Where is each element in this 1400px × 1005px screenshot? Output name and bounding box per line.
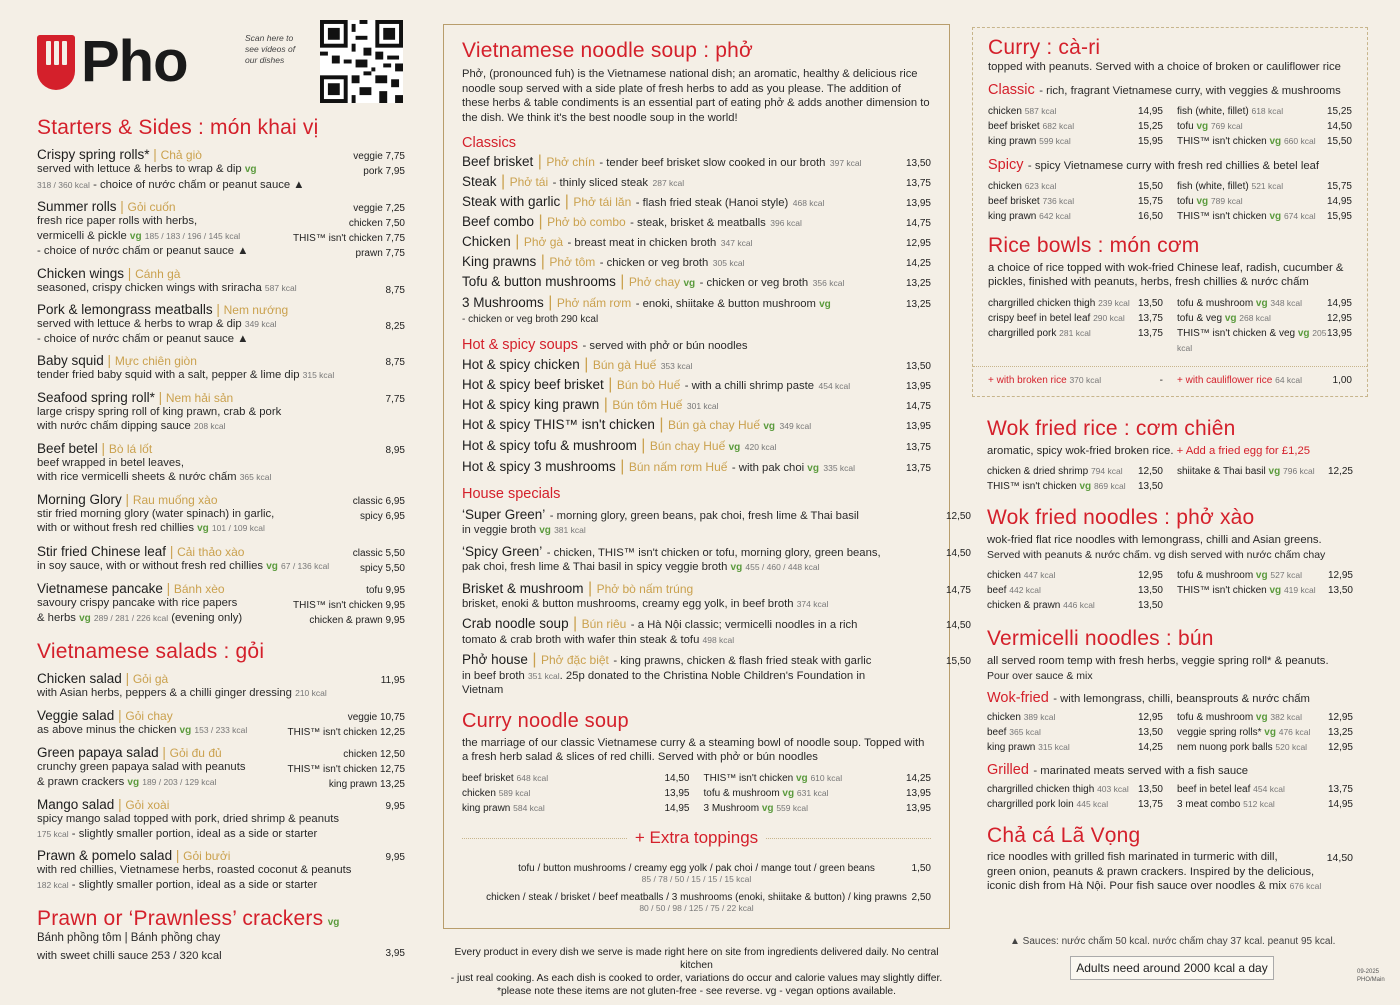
item-name: Veggie salad | Gỏi chay bbox=[37, 707, 173, 723]
starter-item bbox=[37, 199, 405, 259]
classics-list bbox=[462, 154, 931, 313]
footer-line-1: Every product in every dish we serve is made right here on site from ingredients delivered daily. No central kitchen bbox=[454, 947, 939, 971]
house-item: Phở house | Phở đặc biệt - king prawns, chicken & flash fried steak with garlic in beef broth 351 kcal. 25p donated to the Christina Noble Children's Foundation in Vietnam 15,50 bbox=[462, 651, 971, 696]
broken-rice-kcal: 370 kcal bbox=[1069, 374, 1102, 385]
classics-note: - chicken or veg broth 290 kcal bbox=[462, 313, 599, 325]
classic-soup-item: King prawns | Phở tôm - chicken or veg broth 305 kcal 14,25 bbox=[462, 253, 931, 270]
item-desc: crunchy green papaya salad with peanuts bbox=[37, 761, 246, 773]
menu-option: chicken & prawn 446 kcal 13,50 bbox=[987, 600, 1163, 611]
rice-grid bbox=[988, 296, 1352, 356]
curry-soup-grid bbox=[462, 771, 931, 816]
menu-option: beef 365 kcal 13,50 bbox=[987, 727, 1163, 738]
item-name: Summer rolls | Gỏi cuốn bbox=[37, 199, 176, 214]
item-desc: with red chillies, Vietnamese herbs, roasted coconut & peanuts bbox=[37, 864, 352, 876]
item-name: Pork & lemongrass meatballs | Nem nướng bbox=[37, 302, 289, 317]
wokrice-grid bbox=[987, 464, 1353, 494]
menu-option: THIS™ isn't chicken vg 660 kcal 15,50 bbox=[1177, 135, 1352, 147]
menu-option: tofu & mushroom vg 348 kcal 14,95 bbox=[1177, 297, 1352, 309]
woknoodles-title: Wok fried noodles : phở xào bbox=[987, 506, 1255, 529]
curry-soup-option: beef brisket 648 kcal 14,50 bbox=[462, 772, 690, 784]
item-prices: veggie 10,75 THIS™ isn't chicken 12,25 bbox=[287, 711, 405, 738]
menu-option: tofu & veg vg 268 kcal 12,95 bbox=[1177, 312, 1352, 324]
item-desc: 182 kcal - slightly smaller portion, ideal as a side or starter bbox=[37, 878, 318, 891]
item-prices: classic 6,95 spicy 6,95 bbox=[352, 495, 405, 522]
woknoodles-intro2: Served with peanuts & nước chấm. vg dish served with nước chấm chay bbox=[987, 548, 1326, 561]
vermicelli-intro2: Pour over sauce & mix bbox=[987, 669, 1093, 682]
item-desc: vermicelli & pickle vg 185 / 183 / 196 / 145 kcal bbox=[37, 229, 241, 242]
starter-item bbox=[37, 441, 405, 485]
right-column bbox=[972, 27, 1368, 894]
curry-classic-grid bbox=[988, 104, 1352, 149]
salad-item bbox=[37, 797, 405, 841]
topping-kcal-1: 85 / 78 / 50 / 15 / 15 / 15 kcal bbox=[641, 873, 752, 884]
sauces-note: ▲ Sauces: nước chấm 50 kcal. nước chấm chay 37 kcal. peanut 95 kcal. bbox=[1010, 936, 1336, 947]
chaca-item bbox=[987, 850, 1353, 894]
item-desc: with rice vermicelli sheets & nước chấm 365 kcal bbox=[37, 471, 272, 483]
rice-options bbox=[973, 366, 1367, 388]
classic-soup-item: Tofu & button mushrooms | Phở chay vg - chicken or veg broth 356 kcal 13,25 bbox=[462, 273, 931, 290]
item-desc: 318 / 360 kcal - choice of nước chấm or peanut sauce ▲ bbox=[37, 178, 305, 191]
chaca-title: Chả cá Lã Vọng bbox=[987, 824, 1141, 847]
footer-line-2: - just real cooking. As each dish is cooked to order, variations do occur and calorie values may slightly differ. bbox=[450, 973, 943, 984]
woknoodles-grid bbox=[987, 568, 1353, 613]
classic-soup-item: Chicken | Phở gà - breast meat in chicken broth 347 kcal 12,95 bbox=[462, 233, 931, 250]
item-prices: 9,95 bbox=[385, 801, 405, 812]
item-desc: large crispy spring roll of king prawn, crab & pork bbox=[37, 405, 282, 418]
toppings-title: + Extra toppings bbox=[627, 828, 766, 847]
wokrice-egg: + Add a fried egg for £1,25 bbox=[1176, 444, 1311, 457]
menu-option bbox=[1177, 479, 1353, 494]
rice-title: Rice bowls : món cơm bbox=[988, 233, 1200, 257]
starter-item bbox=[37, 492, 405, 537]
item-desc: beef wrapped in betel leaves, bbox=[37, 456, 184, 469]
menu-option: chicken 389 kcal 12,95 bbox=[987, 712, 1163, 723]
cauli-rice-kcal: 64 kcal bbox=[1275, 374, 1303, 385]
menu-option: fish (white, fillet) 521 kcal 15,75 bbox=[1177, 180, 1352, 192]
classic-soup-item: Beef combo | Phở bò combo - steak, brisket & meatballs 396 kcal 14,75 bbox=[462, 213, 931, 230]
hot-soup-item: Hot & spicy king prawn | Bún tôm Huế 301 kcal 14,75 bbox=[462, 396, 931, 413]
menu-option: chicken & dried shrimp 794 kcal 12,50 bbox=[987, 466, 1163, 477]
starter-item bbox=[37, 390, 405, 434]
item-desc: with or without fresh red chillies vg 101 / 109 kcal bbox=[37, 522, 265, 534]
qr-code-icon[interactable] bbox=[320, 20, 403, 103]
hot-title: Hot & spicy soups bbox=[462, 337, 579, 353]
menu-option: beef in betel leaf 454 kcal 13,75 bbox=[1177, 784, 1353, 795]
hot-list bbox=[462, 357, 931, 477]
item-prices: 11,95 bbox=[380, 675, 405, 686]
item-desc: - choice of nước chấm or peanut sauce ▲ bbox=[37, 245, 249, 257]
item-name: Chicken wings | Cánh gà bbox=[37, 265, 181, 281]
item-desc: served with lettuce & herbs to wrap & dip vg bbox=[37, 163, 257, 175]
starter-item bbox=[37, 302, 405, 346]
curry-soup-intro: the marriage of our classic Vietnamese curry & a steaming bowl of noodle soup. Topped with a fresh herb salad & slices of red chilli. Served with phở or bún noodles bbox=[462, 736, 925, 763]
classic-soup-item: 3 Mushrooms | Phở nấm rơm - enoki, shiitake & button mushroom vg 13,25 bbox=[462, 294, 931, 311]
item-name: Seafood spring roll* | Nem hải sản bbox=[37, 389, 234, 405]
starter-item bbox=[37, 353, 405, 383]
menu-option: nem nuong pork balls 520 kcal 12,95 bbox=[1177, 742, 1353, 753]
item-name: Stir fried Chinese leaf | Cải thảo xào bbox=[37, 543, 245, 559]
menu-option: fish (white, fillet) 618 kcal 15,25 bbox=[1177, 105, 1352, 117]
hot-soup-item: Hot & spicy chicken | Bún gà Huế 353 kcal 13,50 bbox=[462, 356, 931, 373]
item-name: Crispy spring rolls* | Chả giò bbox=[37, 147, 202, 162]
item-desc: & herbs vg 289 / 281 / 226 kcal (evening only) bbox=[37, 611, 243, 624]
curry-rice-box bbox=[972, 27, 1368, 397]
starters-list bbox=[37, 147, 405, 626]
item-desc: & prawn crackers vg 189 / 203 / 129 kcal bbox=[37, 775, 217, 788]
cauli-rice-label: + with cauliflower rice bbox=[1177, 374, 1273, 386]
scan-note: Scan here to see videos of our dishes bbox=[245, 33, 296, 65]
item-desc: with nước chấm dipping sauce 208 kcal bbox=[37, 420, 226, 432]
item-desc: served with lettuce & herbs to wrap & dip 349 kcal bbox=[37, 318, 277, 330]
item-prices: 8,75 bbox=[385, 284, 405, 296]
curry-spicy-sub: - spicy Vietnamese curry with fresh red chillies & betel leaf bbox=[1027, 159, 1320, 172]
item-desc: tender fried baby squid with a salt, pepper & lime dip 315 kcal bbox=[37, 369, 335, 381]
salad-item bbox=[37, 848, 405, 892]
item-prices: classic 5,50 spicy 5,50 bbox=[352, 547, 405, 574]
footer-line-3: *please note these items are not gluten-free - see reverse. vg - vegan options available. bbox=[497, 986, 896, 997]
menu-option: chargrilled pork 281 kcal 13,75 bbox=[988, 327, 1163, 339]
middle-column bbox=[443, 24, 971, 929]
curry-soup-option: 3 Mushroom vg 559 kcal 13,95 bbox=[703, 802, 931, 814]
curry-spicy-grid bbox=[988, 179, 1352, 224]
item-prices: veggie 7,25 chicken 7,50 THIS™ isn't chicken 7,75 prawn 7,75 bbox=[293, 203, 405, 259]
crackers-desc: with sweet chilli sauce 253 / 320 kcal bbox=[37, 949, 222, 962]
rice-intro: a choice of rice topped with wok-fried Chinese leaf, radish, cucumber & pickles, finished with peanuts, herbs, fresh chillies & nước chấm bbox=[988, 261, 1344, 288]
item-name: Beef betel | Bò lá lốt bbox=[37, 440, 153, 456]
wokrice-title: Wok fried rice : cơm chiên bbox=[987, 416, 1236, 440]
kcal-advice-box: Adults need around 2000 kcal a day bbox=[1070, 956, 1274, 980]
salad-item bbox=[37, 671, 405, 701]
topping-row-2 bbox=[462, 892, 931, 913]
wokrice-intro: aromatic, spicy wok-fried broken rice. bbox=[987, 444, 1174, 457]
item-name: Chicken salad | Gỏi gà bbox=[37, 671, 169, 686]
item-name: Morning Glory | Rau muống xào bbox=[37, 491, 218, 507]
vermicelli-wok-title: Wok-fried bbox=[987, 690, 1049, 706]
bowl-logo-icon bbox=[37, 35, 75, 90]
house-item: Brisket & mushroom | Phở bò nấm trúng brisket, enoki & button mushrooms, creamy egg yolk, in beef broth 374 kcal 14,75 bbox=[462, 579, 971, 610]
vermicelli-grill-sub: - marinated meats served with a fish sauce bbox=[1033, 765, 1249, 777]
left-column bbox=[37, 116, 405, 964]
item-desc: stir fried morning glory (water spinach) in garlic, bbox=[37, 507, 275, 520]
vermicelli-intro: all served room temp with fresh herbs, veggie spring roll* & peanuts. bbox=[987, 655, 1329, 667]
salad-item bbox=[37, 708, 405, 739]
menu-option: king prawn 642 kcal 16,50 bbox=[988, 210, 1163, 222]
item-name: Mango salad | Gỏi xoài bbox=[37, 797, 170, 812]
vermicelli-grill-title: Grilled bbox=[987, 762, 1029, 778]
item-prices: 8,25 bbox=[385, 321, 405, 332]
vermicelli-grill-grid bbox=[987, 782, 1353, 812]
item-name: Baby squid | Mực chiên giòn bbox=[37, 353, 197, 368]
house-item: ‘Spicy Green’ - chicken, THIS™ isn't chicken or tofu, morning glory, green beans, pak choi, fresh lime & Thai basil in spicy veggie broth vg 455 / 460 / 448 kcal 14,50 bbox=[462, 543, 971, 573]
topping-kcal-2: 80 / 50 / 98 / 125 / 75 / 22 kcal bbox=[639, 902, 754, 913]
hot-soup-item: Hot & spicy THIS™ isn't chicken | Bún gà chay Huế vg 349 kcal 13,95 bbox=[462, 416, 931, 433]
house-list bbox=[462, 506, 971, 698]
starter-item bbox=[37, 544, 405, 575]
menu-option: tofu vg 769 kcal 14,50 bbox=[1177, 120, 1352, 132]
classics-title: Classics bbox=[462, 135, 516, 151]
curry-classic-sub: - rich, fragrant Vietnamese curry, with veggies & mushrooms bbox=[1039, 84, 1341, 97]
brand-name: Pho bbox=[81, 29, 188, 94]
chaca-price: 14,50 bbox=[1326, 852, 1353, 864]
footer-note bbox=[443, 946, 950, 998]
item-desc: seasoned, crispy chicken wings with sriracha 587 kcal bbox=[37, 281, 297, 294]
menu-option: chicken 447 kcal 12,95 bbox=[987, 570, 1163, 581]
woknoodles-intro: wok-fried flat rice noodles with lemongrass, chilli and Asian greens. bbox=[987, 534, 1322, 546]
curry-classic-title: Classic bbox=[988, 81, 1035, 98]
menu-option: 3 meat combo 512 kcal 14,95 bbox=[1177, 799, 1353, 810]
crackers-section bbox=[37, 907, 405, 964]
item-desc: 175 kcal - slightly smaller portion, ideal as a side or starter bbox=[37, 827, 318, 840]
menu-option: THIS™ isn't chicken vg 674 kcal 15,95 bbox=[1177, 210, 1352, 222]
salads-title: Vietnamese salads : gỏi bbox=[37, 640, 265, 663]
print-date: 09-2025 PHO/Main bbox=[1357, 969, 1385, 983]
menu-option: crispy beef in betel leaf 290 kcal 13,75 bbox=[988, 312, 1163, 324]
curry-soup-option: tofu & mushroom vg 631 kcal 13,95 bbox=[703, 787, 931, 799]
menu-option: king prawn 599 kcal 15,95 bbox=[988, 135, 1163, 147]
item-prices: 8,75 bbox=[385, 357, 405, 368]
menu-option: shiitake & Thai basil vg 796 kcal 12,25 bbox=[1177, 466, 1353, 477]
menu-option: beef brisket 736 kcal 15,75 bbox=[988, 195, 1163, 207]
menu-option: chicken 587 kcal 14,95 bbox=[988, 105, 1163, 117]
starters-title: Starters & Sides : món khai vị bbox=[37, 116, 319, 139]
house-item: ‘Super Green’ - morning glory, green beans, pak choi, fresh lime & Thai basil in veggie broth vg 381 kcal 12,50 bbox=[462, 506, 971, 536]
broken-rice-label: + with broken rice bbox=[988, 374, 1067, 386]
menu-option: THIS™ isn't chicken vg 869 kcal 13,50 bbox=[987, 481, 1163, 492]
classic-soup-item: Beef brisket | Phở chín - tender beef brisket slow cooked in our broth 397 kcal 13,50 bbox=[462, 153, 931, 170]
hot-soup-item: Hot & spicy beef brisket | Bún bò Huế - with a chilli shrimp paste 454 kcal 13,95 bbox=[462, 376, 931, 393]
menu-option: chargrilled chicken thigh 403 kcal 13,50 bbox=[987, 784, 1163, 795]
cauli-rice-price: 1,00 bbox=[1332, 374, 1352, 386]
hot-soup-item: Hot & spicy tofu & mushroom | Bún chay Huế vg 420 kcal 13,75 bbox=[462, 437, 931, 454]
curry-intro: topped with peanuts. Served with a choice of broken or cauliflower rice bbox=[988, 61, 1341, 73]
item-desc: in soy sauce, with or without fresh red chillies vg 67 / 136 kcal bbox=[37, 559, 330, 572]
starter-item bbox=[37, 147, 405, 192]
item-prices: tofu 9,95 THIS™ isn't chicken 9,95 chicken & prawn 9,95 bbox=[293, 585, 405, 626]
curry-soup-option: THIS™ isn't chicken vg 610 kcal 14,25 bbox=[703, 772, 931, 784]
menu-option: THIS™ isn't chicken & veg vg 205 kcal 13,95 bbox=[1177, 327, 1352, 353]
menu-option: beef brisket 682 kcal 15,25 bbox=[988, 120, 1163, 132]
curry-soup-title: Curry noodle soup bbox=[462, 709, 629, 732]
item-desc: fresh rice paper rolls with herbs, bbox=[37, 215, 198, 227]
vermicelli-title: Vermicelli noodles : bún bbox=[987, 627, 1214, 650]
curry-soup-option: chicken 589 kcal 13,95 bbox=[462, 787, 690, 799]
house-title: House specials bbox=[462, 485, 561, 502]
item-prices: 8,95 bbox=[385, 444, 405, 456]
menu-option: chargrilled chicken thigh 239 kcal 13,50 bbox=[988, 297, 1163, 309]
item-prices: veggie 7,75 pork 7,95 bbox=[353, 151, 405, 177]
item-desc: savoury crispy pancake with rice papers bbox=[37, 597, 238, 609]
topping-items-1: tofu / button mushrooms / creamy egg yolk / pak choi / mange tout / green beans bbox=[518, 862, 875, 874]
menu-option: tofu & mushroom vg 382 kcal 12,95 bbox=[1177, 712, 1353, 723]
hot-sub: - served with phở or bún noodles bbox=[582, 340, 748, 352]
item-desc: with Asian herbs, peppers & a chilli ginger dressing 210 kcal bbox=[37, 687, 327, 699]
topping-price-1: 1,50 bbox=[911, 862, 931, 874]
topping-items-2: chicken / steak / brisket / beef meatballs / 3 mushrooms (enoki, shiitake & button) / king prawns bbox=[486, 891, 907, 903]
chaca-line-1: rice noodles with grilled fish marinated in turmeric with dill, bbox=[987, 851, 1278, 863]
menu-option: beef 442 kcal 13,50 bbox=[987, 585, 1163, 596]
item-desc: as above minus the chicken vg 153 / 233 kcal bbox=[37, 723, 248, 736]
curry-spicy-title: Spicy bbox=[988, 156, 1024, 173]
menu-option: THIS™ isn't chicken vg 419 kcal 13,50 bbox=[1177, 585, 1353, 596]
menu-option: king prawn 315 kcal 14,25 bbox=[987, 742, 1163, 753]
salad-item bbox=[37, 745, 405, 790]
house-item: Crab noodle soup | Bún riêu - a Hà Nội classic; vermicelli noodles in a rich tomato & crab broth with wafer thin steak & tofu 498 kcal 14,50 bbox=[462, 615, 971, 646]
item-prices: 7,75 bbox=[385, 393, 405, 405]
item-prices: chicken 12,50 THIS™ isn't chicken 12,75 king prawn 13,25 bbox=[287, 749, 405, 790]
vermicelli-wok-sub: - with lemongrass, chilli, beansprouts & nước chấm bbox=[1053, 693, 1310, 705]
chaca-line-2: green onion, peanuts & prawn crackers. Inspired by the delicious, bbox=[987, 865, 1315, 878]
starter-item bbox=[37, 581, 405, 626]
vegan-badge: vg bbox=[327, 917, 340, 928]
topping-price-2: 2,50 bbox=[911, 891, 931, 903]
crackers-title: Prawn or ‘Prawnless’ crackers bbox=[37, 907, 324, 930]
menu-option: chicken 623 kcal 15,50 bbox=[988, 180, 1163, 192]
item-prices: 9,95 bbox=[385, 852, 405, 863]
vermicelli-wok-grid bbox=[987, 710, 1353, 755]
classic-soup-item: Steak | Phở tái - thinly sliced steak 287 kcal 13,75 bbox=[462, 173, 931, 190]
item-name: Green papaya salad | Gỏi đu đủ bbox=[37, 745, 222, 760]
logo bbox=[37, 29, 188, 94]
chaca-kcal: 676 kcal bbox=[1289, 881, 1322, 891]
item-desc: spicy mango salad topped with pork, dried shrimp & peanuts bbox=[37, 813, 340, 825]
hot-soup-item: Hot & spicy 3 mushrooms | Bún nấm rơm Huế - with pak choi vg 335 kcal 13,75 bbox=[462, 458, 931, 475]
crackers-price: 3,95 bbox=[385, 947, 405, 959]
topping-row-1 bbox=[462, 863, 931, 884]
starter-item bbox=[37, 266, 405, 296]
menu-option: chargrilled pork loin 445 kcal 13,75 bbox=[987, 799, 1163, 810]
crackers-viet: Bánh phồng tôm | Bánh phồng chay bbox=[37, 932, 221, 944]
menu-option: veggie spring rolls* vg 476 kcal 13,25 bbox=[1177, 727, 1353, 738]
item-name: Vietnamese pancake | Bánh xèo bbox=[37, 581, 225, 596]
menu-option: tofu vg 789 kcal 14,95 bbox=[1177, 195, 1352, 207]
menu-option: tofu & mushroom vg 527 kcal 12,95 bbox=[1177, 570, 1353, 581]
noodle-intro: Phở, (pronounced fuh) is the Vietnamese national dish; an aromatic, healthy & delicious rice noodle soup served with a side plate of fresh herbs to add as you please. The addition of these herbs & table condiments is an essential part of eating phở & adds another dimension to the dish. We think it's the best noodle soup in the world! bbox=[462, 68, 930, 124]
noodle-title: Vietnamese noodle soup : phở bbox=[462, 39, 754, 62]
broken-rice-price: - bbox=[1159, 374, 1163, 386]
item-desc: - choice of nước chấm or peanut sauce ▲ bbox=[37, 332, 249, 345]
curry-soup-option: king prawn 584 kcal 14,95 bbox=[462, 802, 690, 814]
salads-list bbox=[37, 671, 405, 892]
curry-title: Curry : cà-ri bbox=[988, 36, 1101, 59]
chaca-line-3: iconic dish from Hà Nội. Pour fish sauce over noodles & mix bbox=[987, 880, 1287, 892]
classic-soup-item: Steak with garlic | Phở tái lăn - flash fried steak (Hanoi style) 468 kcal 13,95 bbox=[462, 193, 931, 210]
item-name: Prawn & pomelo salad | Gỏi bưởi bbox=[37, 848, 231, 863]
menu-option bbox=[1177, 598, 1353, 613]
